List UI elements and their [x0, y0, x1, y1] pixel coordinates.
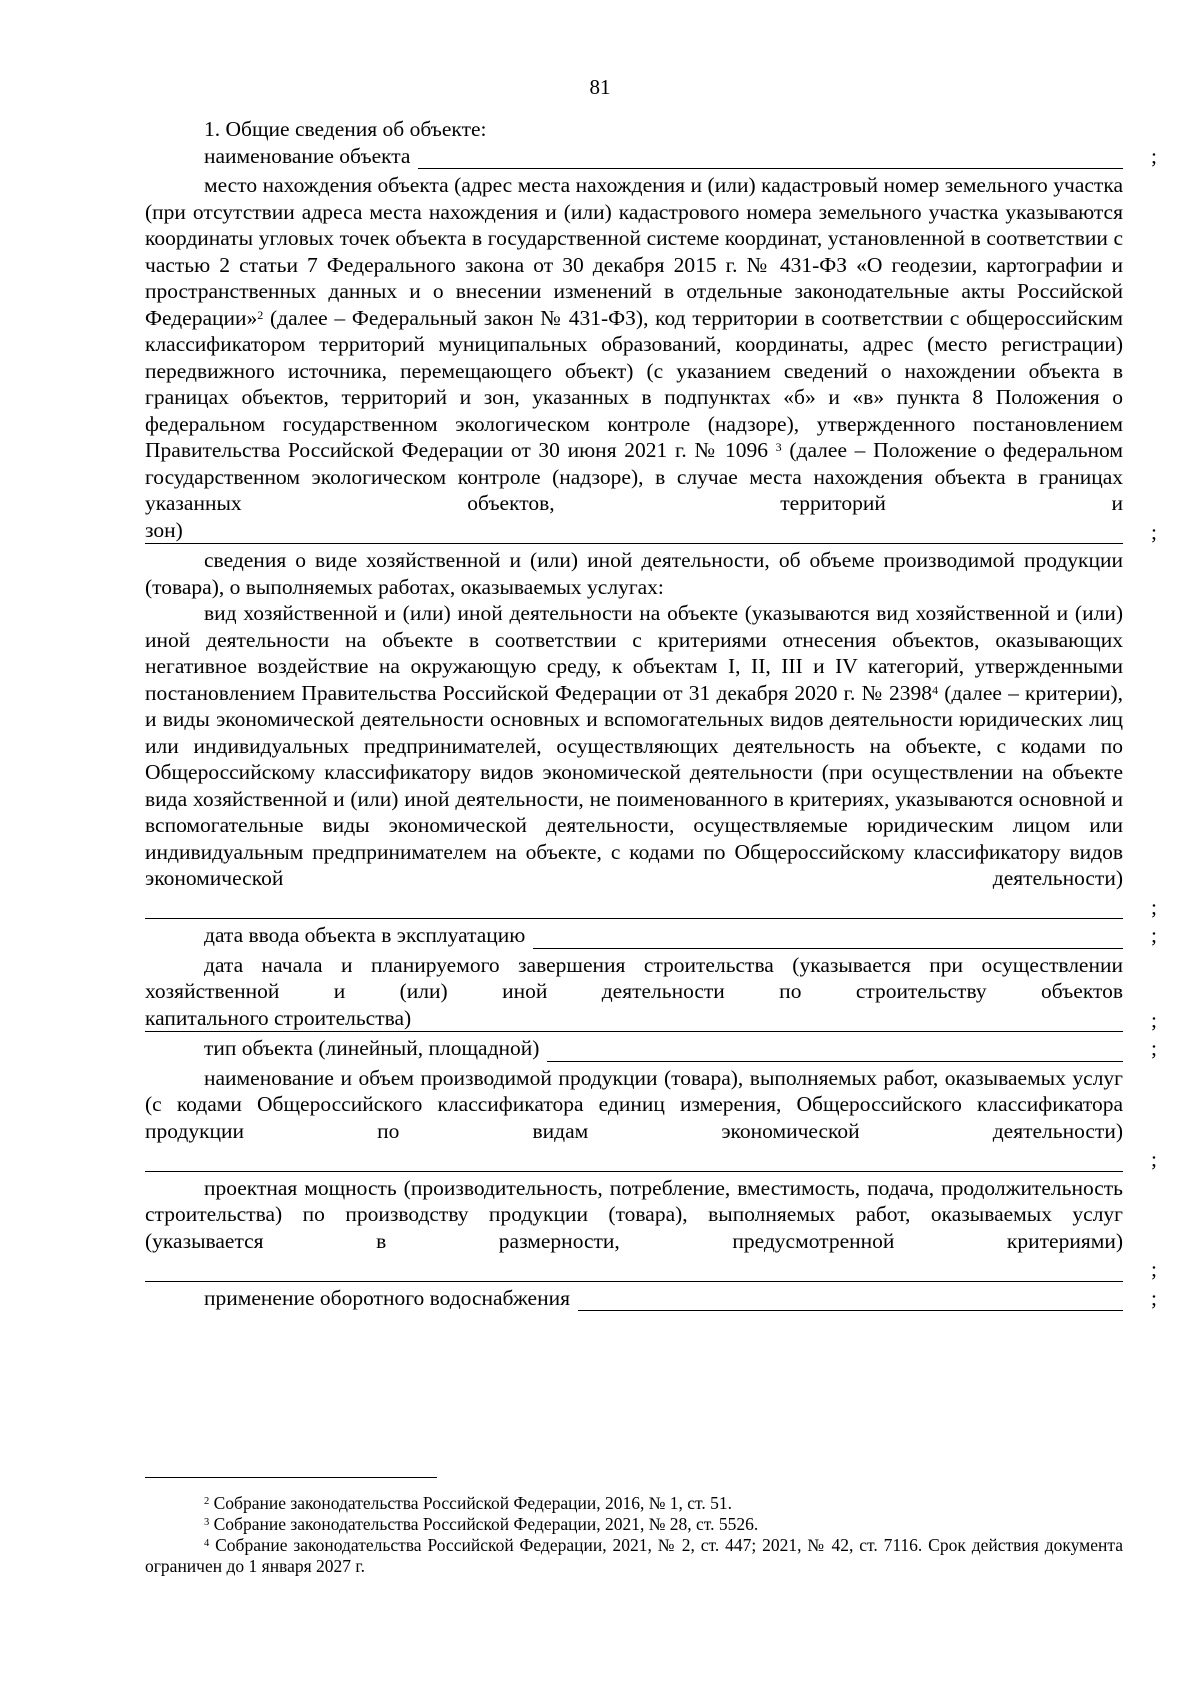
- object-name-blank[interactable]: [418, 148, 1123, 169]
- products-blank[interactable]: [145, 1144, 1157, 1172]
- activity-type-blank[interactable]: [145, 892, 1157, 920]
- commission-date-blank[interactable]: [533, 928, 1123, 949]
- construction-blank[interactable]: [145, 1005, 1157, 1033]
- location-text: место нахождения объекта (адрес места нахождения и (или) кадастровый номер земельного участка (при отсутствии адреса места нахождения и (или) кадастрового номера земельного участка указываются координаты угловых точек объекта в государственной системе координат, установленной в соответствии с частью 2 статьи 7 Федерального закона от 30 декабря 2015 г. № 431-ФЗ «О геодезии, картографии и пространственных данных и о внесении изменений в отдельные законодательные акты Российской Федерации»$^2$ (далее – Федеральный закон № 431-ФЗ), код территории в соответствии с общероссийским классификатором территорий муниципальных образований, координаты, адрес (место регистрации) передвижного источника, перемещающего объект) (с указанием сведений о нахождении объекта в границах объектов, территорий и зон, указанных в подпунктах «б» и «в» пункта 8 Положения о федеральном государственном экологическом контроле (надзоре), утвержденного постановлением Правительства Российской Федерации от 30 июня 2021 г. № 1096 $^3$ (далее – Положение о федеральном государственном экологическом контроле (надзоре), в случае места нахождения объекта в границах указанных объектов, территорий и: [145, 173, 1124, 515]
- footnote-4: $^4$ Собрание законодательства Российской Федерации, 2021, № 2, ст. 447; 2021, № 42, ст. 7116. Срок действия документа ограничен до 1 января 2027 г.: [145, 1535, 1123, 1576]
- water-label: применение оборотного водоснабжения: [204, 1285, 570, 1310]
- footnote-ref: 2: [257, 307, 264, 322]
- terminator: ;: [1151, 143, 1157, 168]
- products-field: [145, 1065, 1157, 1172]
- capacity-blank[interactable]: [145, 1254, 1157, 1282]
- terminator: ;: [1151, 1147, 1157, 1171]
- location-field: [145, 172, 1157, 544]
- activity-type-text: вид хозяйственной и (или) иной деятельности на объекте (указываются вид хозяйственной и (или) иной деятельности на объекте в соответствии с критериями отнесения объектов, оказывающих негативное воздействие на окружающую среду, к объектам I, II, III и IV категорий, утвержденными постановлением Правительства Российской Федерации от 31 декабря 2020 г. № 2398$^4$ (далее – критерии), и виды экономической деятельности основных и вспомогательных видов деятельности юридических лиц или индивидуальных предпринимателей, осуществляющих деятельность на объекте, с кодами по Общероссийскому классификатору видов экономической деятельности (при осуществлении на объекте вида хозяйственной и (или) иной деятельности, не поименованного в критериях, указываются основной и вспомогательные виды экономической деятельности, осуществляемые юридическим лицом или индивидуальным предпринимателем на объекте, с кодами по Общероссийскому классификатору видов экономической деятельности): [145, 601, 1123, 890]
- commission-date-field: [145, 922, 1157, 949]
- footnote-ref: 3: [775, 440, 782, 454]
- construction-field: [145, 952, 1157, 1033]
- commission-date-label: дата ввода объекта в эксплуатацию: [204, 923, 526, 947]
- page-number: 81: [589, 75, 611, 99]
- object-type-field: [145, 1035, 1157, 1062]
- terminator: ;: [1151, 923, 1157, 947]
- location-blank[interactable]: [145, 517, 1157, 545]
- capacity-field: [145, 1175, 1157, 1282]
- water-field: [145, 1285, 1157, 1312]
- object-type-label: тип объекта (линейный, площадной): [204, 1036, 540, 1060]
- footnote-ref: 4: [932, 682, 939, 697]
- section-title: 1. Общие сведения об объекте:: [204, 117, 487, 141]
- terminator: ;: [1151, 894, 1157, 919]
- object-type-blank[interactable]: [547, 1041, 1123, 1062]
- terminator: ;: [1151, 1257, 1157, 1281]
- object-name-label: наименование объекта: [204, 143, 411, 168]
- footnotes: [145, 1493, 1123, 1577]
- activity-info: сведения о виде хозяйственной и (или) иной деятельности, об объеме производимой продукции (товара), о выполняемых работах, оказываемых услугах:: [145, 548, 1123, 599]
- terminator: ;: [1151, 1036, 1157, 1060]
- location-tail: зон): [145, 517, 183, 542]
- footnote-separator: [145, 1477, 437, 1478]
- construction-tail: капитального строительства): [145, 1005, 412, 1030]
- terminator: ;: [1151, 1285, 1157, 1310]
- activity-type-field: [145, 600, 1157, 919]
- terminator: ;: [1151, 1007, 1157, 1032]
- footnote-2: $^2$ Собрание законодательства Российской Федерации, 2016, № 1, ст. 51.: [204, 1493, 732, 1513]
- terminator: ;: [1151, 519, 1157, 544]
- construction-text: дата начала и планируемого завершения строительства (указывается при осуществлении хозяйственной и (или) иной деятельности по строительству объектов: [145, 952, 1123, 1003]
- capacity-text: проектная мощность (производительность, потребление, вместимость, подача, продолжительность строительства) по производству продукции (товара), выполняемых работ, оказываемых услуг (указывается в размерности, предусмотренной критериями): [145, 1175, 1123, 1253]
- water-blank[interactable]: [578, 1290, 1123, 1311]
- document-body: [145, 116, 1157, 1311]
- footnote-3: $^3$ Собрание законодательства Российской Федерации, 2021, № 28, ст. 5526.: [204, 1514, 759, 1534]
- object-name-field: [145, 143, 1157, 170]
- products-text: наименование и объем производимой продукции (товара), выполняемых работ, оказываемых услуг (с кодами Общероссийского классификатора единиц измерения, Общероссийского классификатора продукции по видам экономической деятельности): [145, 1065, 1123, 1143]
